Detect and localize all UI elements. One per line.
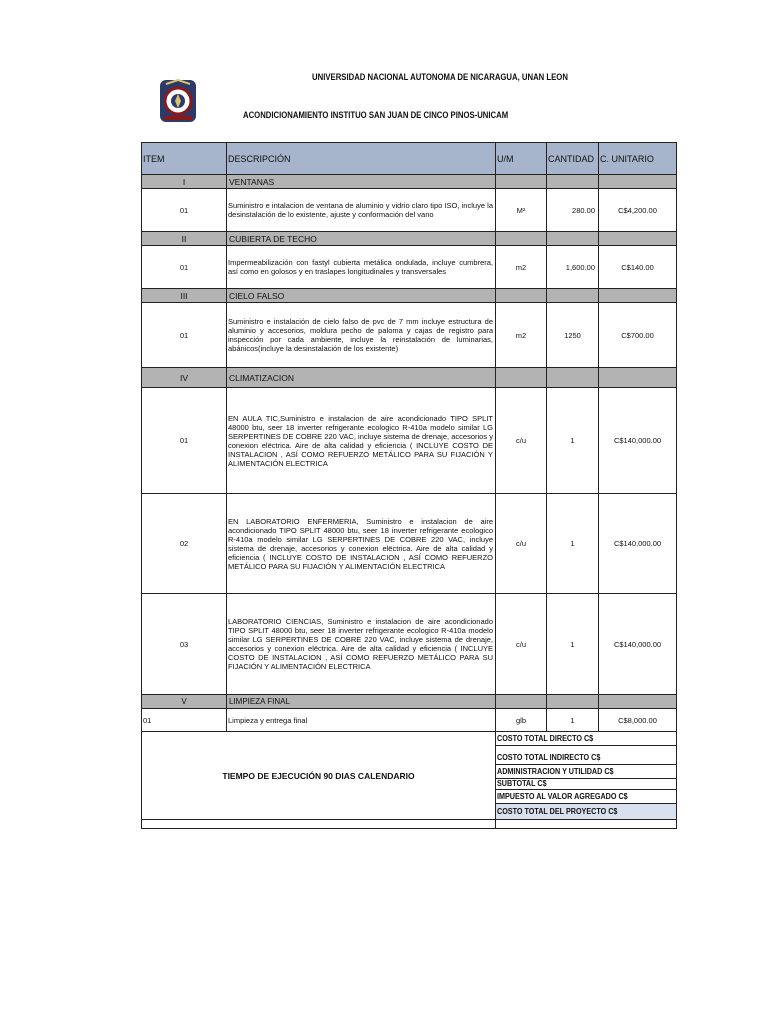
university-title: UNIVERSIDAD NACIONAL AUTONOMA DE NICARAGUA, UNAN LEON xyxy=(312,72,568,82)
table-row xyxy=(142,189,677,232)
section-row xyxy=(142,175,677,189)
unit-price-cell: C$140.00 xyxy=(599,246,677,289)
project-title: ACONDICIONAMIENTO INSTITUO SAN JUAN DE CINCO PINOS-UNICAM xyxy=(243,110,509,120)
quantity-cell: 1 xyxy=(547,388,599,494)
col-um: U/M xyxy=(496,143,547,175)
unit-cell: c/u xyxy=(496,494,547,594)
unit-price-cell: C$4,200.00 xyxy=(599,189,677,232)
section-row xyxy=(142,368,677,388)
summary-line: COSTO TOTAL DIRECTO C$ xyxy=(496,732,677,746)
description-cell: Suministro e intalacion de ventana de aluminio y vidrio claro tipo ISO, incluye la desinstalación de lo existente, ajuste y conformación del vano xyxy=(227,189,496,232)
section-title: CIELO FALSO xyxy=(227,289,496,303)
quantity-cell: 1250 xyxy=(547,303,599,368)
section-title: CUBIERTA DE TECHO xyxy=(227,232,496,246)
section-row xyxy=(142,695,677,709)
execution-time: TIEMPO DE EJECUCIÓN 90 DIAS CALENDARIO xyxy=(142,732,496,820)
table-row xyxy=(142,303,677,368)
section-number: V xyxy=(142,695,227,709)
item-cell: 01 xyxy=(142,189,227,232)
unit-cell: m2 xyxy=(496,246,547,289)
unit-cell: glb xyxy=(496,709,547,732)
section-number: II xyxy=(142,232,227,246)
section-title: CLIMATIZACION xyxy=(227,368,496,388)
item-cell: 01 xyxy=(142,709,227,732)
unit-price-cell: C$140,000.00 xyxy=(599,494,677,594)
table-row xyxy=(142,494,677,594)
col-descripcion: DESCRIPCIÓN xyxy=(227,143,496,175)
section-number: IV xyxy=(142,368,227,388)
summary-total-line: COSTO TOTAL DEL PROYECTO C$ xyxy=(496,804,677,820)
description-cell: Limpieza y entrega final xyxy=(227,709,496,732)
item-cell: 03 xyxy=(142,594,227,695)
col-item: ITEM xyxy=(142,143,227,175)
budget-table xyxy=(141,142,677,829)
section-number: I xyxy=(142,175,227,189)
unit-cell: c/u xyxy=(496,594,547,695)
table-header-row xyxy=(142,143,677,175)
table-row xyxy=(142,709,677,732)
unit-cell: c/u xyxy=(496,388,547,494)
table-row xyxy=(142,594,677,695)
col-cantidad: CANTIDAD xyxy=(547,143,599,175)
summary-bottom-row xyxy=(142,820,677,829)
section-row xyxy=(142,289,677,303)
unit-price-cell: C$700.00 xyxy=(599,303,677,368)
section-number: III xyxy=(142,289,227,303)
quantity-cell: 1 xyxy=(547,709,599,732)
quantity-cell: 1 xyxy=(547,594,599,695)
quantity-cell: 1 xyxy=(547,494,599,594)
summary-line: COSTO TOTAL INDIRECTO C$ xyxy=(496,751,677,765)
unit-cell: m2 xyxy=(496,303,547,368)
section-title: LIMPIEZA FINAL xyxy=(227,695,496,709)
description-cell: EN LABORATORIO ENFERMERIA, Suministro e instalacion de aire acondicionado TIPO SPLIT 48000 btu, seer 18 inverter refrigerante ecologico R-410a modelo similar LG SERPERTINES DE COBRE 220 VAC, incluye sistema de drenaje, accesorios y conexion elëctrica. Aire de alta calidad y eficiencia ( INCLUYE COSTO DE INSTALACION , ASÍ COMO REFUERZO METÁLICO PARA SU FIJACIÓN Y ALIMENTACIÓN ELECTRICA xyxy=(227,494,496,594)
unit-cell: M² xyxy=(496,189,547,232)
quantity-cell: 1,600.00 xyxy=(547,246,599,289)
university-seal-icon xyxy=(158,78,198,124)
summary-blank xyxy=(142,820,496,829)
summary-blank xyxy=(496,820,677,829)
unit-price-cell: C$8,000.00 xyxy=(599,709,677,732)
description-cell: Impermeabilización con fastyl cubierta metálica ondulada, incluye cumbrera, así como en golosos y en traslapes longitudinales y transversales xyxy=(227,246,496,289)
item-cell: 01 xyxy=(142,388,227,494)
table-row xyxy=(142,388,677,494)
summary-row xyxy=(142,732,677,746)
table-row xyxy=(142,246,677,289)
description-cell: EN AULA TIC,Suministro e instalacion de aire acondicionado TIPO SPLIT 48000 btu, seer 18 inverter refrigerante ecologico R-410a modelo similar LG SERPERTINES DE COBRE 220 VAC, incluye sistema de drenaje, accesorios y conexion elëctrica. Aire de alta calidad y eficiencia ( INCLUYE COSTO DE INSTALACION , ASÍ COMO REFUERZO METÁLICO PARA SU FIJACIÓN Y ALIMENTACIÓN ELECTRICA xyxy=(227,388,496,494)
unit-price-cell: C$140,000.00 xyxy=(599,594,677,695)
summary-line: IMPUESTO AL VALOR AGREGADO C$ xyxy=(496,790,677,804)
col-unitario: C. UNITARIO xyxy=(599,143,677,175)
summary-line: SUBTOTAL C$ xyxy=(496,779,677,790)
item-cell: 01 xyxy=(142,303,227,368)
item-cell: 02 xyxy=(142,494,227,594)
item-cell: 01 xyxy=(142,246,227,289)
quantity-cell: 280.00 xyxy=(547,189,599,232)
unit-price-cell: C$140,000.00 xyxy=(599,388,677,494)
section-title: VENTANAS xyxy=(227,175,496,189)
section-row xyxy=(142,232,677,246)
summary-line: ADMINISTRACION Y UTILIDAD C$ xyxy=(496,765,677,779)
description-cell: LABORATORIO CIENCIAS, Suministro e instalacion de aire acondicionado TIPO SPLIT 48000 btu, seer 18 inverter refrigerante ecologico R-410a modelo similar LG SERPERTINES DE COBRE 220 VAC, incluye sistema de drenaje, accesorios y conexion elëctrica. Aire de alta calidad y eficiencia ( INCLUYE COSTO DE INSTALACION , ASÍ COMO REFUERZO METÁLICO PARA SU FIJACIÓN Y ALIMENTACIÓN ELECTRICA xyxy=(227,594,496,695)
description-cell: Suministro e instalación de cielo falso de pvc de 7 mm incluye estructura de aluminio y accesorios, moldura pecho de paloma y cajas de registro para inspección por cada ambiente, incluye la reinstalación de luminarias, abánicos(incluye la desinstalación de los existente) xyxy=(227,303,496,368)
